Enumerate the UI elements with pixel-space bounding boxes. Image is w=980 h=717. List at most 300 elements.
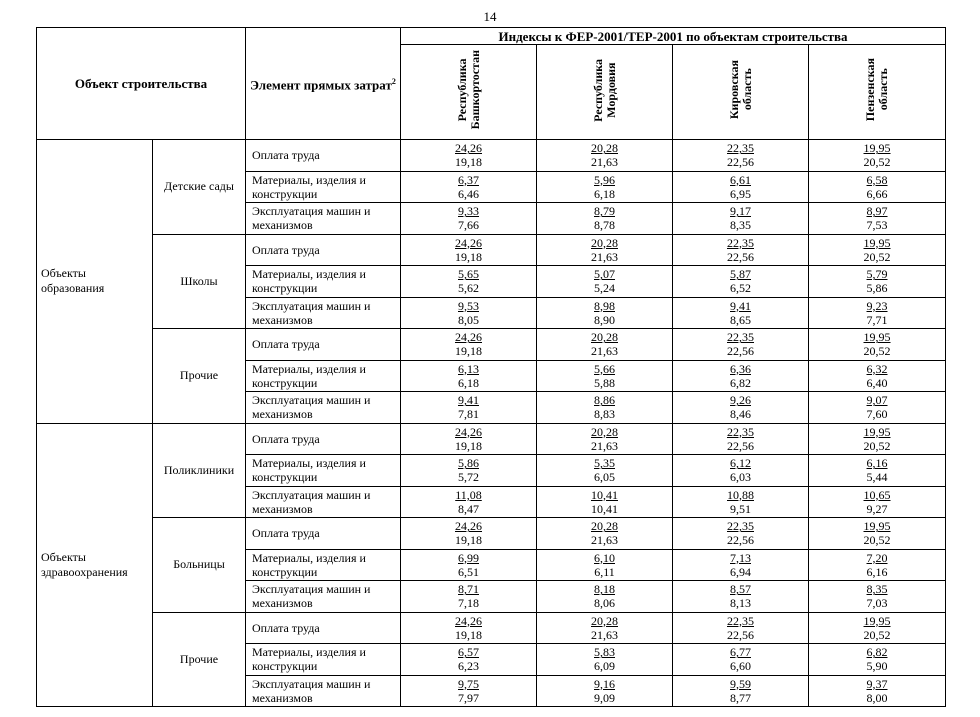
index-value-territorial: 5,86 (866, 281, 888, 296)
index-value-federal-text: 8,71 (458, 582, 479, 597)
index-value-federal-text: 5,87 (730, 267, 751, 282)
index-value-federal-text: 8,97 (866, 204, 888, 219)
index-value-territorial: 9,09 (594, 690, 615, 705)
index-value-cell (673, 549, 809, 581)
subcategory-cell: Прочие (153, 612, 246, 707)
table-row (37, 329, 946, 361)
cost-element-cell: Эксплуатация машин и механизмов (246, 392, 401, 424)
index-value-federal (401, 141, 536, 155)
index-value-federal (401, 236, 536, 250)
index-value-cell (401, 675, 537, 707)
region-label: Республика Мордовия (590, 58, 618, 122)
index-value-territorial: 7,03 (866, 596, 888, 611)
index-value-cell (537, 234, 673, 266)
index-value-federal-text: 10,65 (863, 487, 891, 502)
index-value-federal (537, 551, 672, 565)
index-value-federal-text: 20,28 (591, 424, 618, 439)
index-value-territorial: 7,60 (866, 407, 888, 422)
subcategory-cell: Поликлиники (153, 423, 246, 518)
index-value-federal-text: 11,08 (455, 487, 482, 502)
index-value-cell (809, 612, 946, 644)
index-value-federal-text: 6,58 (866, 172, 888, 187)
index-value-territorial: 19,18 (455, 438, 482, 453)
index-value-federal-text: 9,53 (458, 298, 479, 313)
index-value-federal-text: 8,18 (594, 582, 615, 597)
index-value-federal (401, 456, 536, 470)
index-value-federal (673, 488, 808, 502)
index-value-federal-text: 20,28 (591, 613, 618, 628)
index-value-cell (809, 203, 946, 235)
index-value-cell (537, 644, 673, 676)
index-value-federal-text: 6,61 (730, 172, 751, 187)
index-value-federal-text: 6,12 (730, 456, 751, 471)
index-value-territorial: 19,18 (455, 344, 482, 359)
index-value-federal (809, 299, 945, 313)
index-value-federal-text: 6,32 (866, 361, 888, 376)
index-value-federal (401, 362, 536, 376)
index-value-territorial: 5,72 (458, 470, 479, 485)
index-value-cell (401, 203, 537, 235)
index-value-federal-text: 20,28 (591, 235, 618, 250)
index-value-territorial: 22,56 (727, 249, 754, 264)
index-value-federal (809, 519, 945, 533)
index-value-federal (537, 582, 672, 596)
index-value-federal (673, 425, 808, 439)
index-value-cell (673, 581, 809, 613)
index-value-federal-text: 6,37 (458, 172, 479, 187)
table-row (37, 518, 946, 550)
index-value-territorial: 7,97 (458, 690, 479, 705)
index-value-territorial: 6,46 (458, 186, 479, 201)
index-value-federal (809, 645, 945, 659)
index-value-federal-text: 20,28 (591, 330, 618, 345)
index-value-federal-text: 5,86 (458, 456, 479, 471)
index-value-federal-text: 6,82 (866, 645, 888, 660)
index-value-cell (809, 234, 946, 266)
index-value-cell (673, 329, 809, 361)
index-value-federal (401, 330, 536, 344)
index-value-cell (673, 234, 809, 266)
index-value-federal (809, 362, 945, 376)
index-value-federal-text: 10,41 (591, 487, 618, 502)
index-value-federal (809, 393, 945, 407)
index-value-federal (537, 393, 672, 407)
index-value-cell (401, 266, 537, 298)
header-region-penza (809, 45, 946, 140)
index-value-territorial: 6,18 (594, 186, 615, 201)
index-value-cell (673, 423, 809, 455)
index-value-federal (537, 677, 672, 691)
index-value-territorial: 5,90 (866, 659, 888, 674)
index-value-federal-text: 9,23 (866, 298, 888, 313)
index-value-federal-text: 7,13 (730, 550, 751, 565)
index-value-federal-text: 19,95 (863, 141, 891, 156)
header-region-mordovia (537, 45, 673, 140)
index-value-federal-text: 9,16 (594, 676, 615, 691)
index-value-cell (537, 549, 673, 581)
index-value-territorial: 6,51 (458, 564, 479, 579)
cost-element-cell: Эксплуатация машин и механизмов (246, 486, 401, 518)
index-value-federal (673, 362, 808, 376)
index-value-cell (537, 297, 673, 329)
index-value-cell (673, 518, 809, 550)
region-label: Кировская область (726, 60, 754, 120)
cost-element-cell: Материалы, изделия и конструкции (246, 171, 401, 203)
index-value-federal-text: 19,95 (863, 424, 891, 439)
index-value-cell (401, 549, 537, 581)
index-value-cell (809, 392, 946, 424)
indices-table (36, 27, 946, 707)
index-value-federal (401, 299, 536, 313)
index-value-territorial: 7,71 (866, 312, 888, 327)
index-value-territorial: 8,00 (866, 690, 888, 705)
index-value-federal (809, 141, 945, 155)
cost-element-cell: Эксплуатация машин и механизмов (246, 675, 401, 707)
cost-element-cell: Материалы, изделия и конструкции (246, 549, 401, 581)
index-value-territorial: 5,88 (594, 375, 615, 390)
index-value-territorial: 22,56 (727, 627, 754, 642)
index-value-territorial: 19,18 (455, 533, 482, 548)
index-value-federal-text: 19,95 (863, 519, 891, 534)
index-value-federal-text: 19,95 (863, 235, 891, 250)
index-value-cell (537, 675, 673, 707)
index-value-federal (537, 330, 672, 344)
index-value-federal-text: 9,37 (866, 676, 888, 691)
index-value-federal-text: 9,17 (730, 204, 751, 219)
index-value-territorial: 22,56 (727, 438, 754, 453)
index-value-cell (537, 266, 673, 298)
index-value-territorial: 8,78 (594, 218, 615, 233)
index-value-federal (401, 551, 536, 565)
table-row (37, 234, 946, 266)
index-value-federal-text: 8,79 (594, 204, 615, 219)
index-value-federal (809, 677, 945, 691)
index-value-federal (401, 519, 536, 533)
index-value-cell (401, 297, 537, 329)
index-value-cell (809, 455, 946, 487)
index-value-federal-text: 24,26 (455, 613, 482, 628)
index-value-territorial: 21,63 (591, 344, 618, 359)
index-value-territorial: 7,53 (866, 218, 888, 233)
index-value-federal (673, 173, 808, 187)
index-value-cell (401, 486, 537, 518)
index-value-federal (537, 141, 672, 155)
index-value-federal (673, 330, 808, 344)
index-value-territorial: 6,60 (730, 659, 751, 674)
index-value-federal-text: 22,35 (727, 519, 754, 534)
index-value-cell (401, 360, 537, 392)
index-value-federal (401, 393, 536, 407)
index-value-cell (809, 329, 946, 361)
index-value-cell (401, 171, 537, 203)
index-value-territorial: 6,52 (730, 281, 751, 296)
index-value-federal-text: 8,57 (730, 582, 751, 597)
index-value-federal (809, 267, 945, 281)
index-value-federal-text: 6,16 (866, 456, 888, 471)
index-value-cell (537, 360, 673, 392)
index-value-federal (809, 488, 945, 502)
index-value-territorial: 5,44 (866, 470, 888, 485)
index-value-federal (537, 456, 672, 470)
index-value-territorial: 10,41 (591, 501, 618, 516)
index-value-federal (537, 645, 672, 659)
table-row (37, 612, 946, 644)
cost-element-cell: Оплата труда (246, 612, 401, 644)
cost-element-cell: Оплата труда (246, 329, 401, 361)
index-value-federal (401, 614, 536, 628)
index-value-cell (673, 486, 809, 518)
table-body (37, 140, 946, 707)
index-value-territorial: 8,90 (594, 312, 615, 327)
index-value-federal (673, 267, 808, 281)
index-value-cell (537, 581, 673, 613)
cost-element-cell: Эксплуатация машин и механизмов (246, 297, 401, 329)
index-value-federal-text: 9,75 (458, 676, 479, 691)
index-value-cell (673, 297, 809, 329)
index-value-federal-text: 5,35 (594, 456, 615, 471)
index-value-cell (537, 423, 673, 455)
index-value-federal-text: 10,88 (727, 487, 754, 502)
index-value-territorial: 21,63 (591, 249, 618, 264)
index-value-federal-text: 20,28 (591, 141, 618, 156)
subcategory-cell: Больницы (153, 518, 246, 613)
index-value-federal-text: 19,95 (863, 330, 891, 345)
cost-element-cell: Оплата труда (246, 234, 401, 266)
header-region-kirov (673, 45, 809, 140)
header-object: Объект строительства (37, 28, 246, 140)
index-value-federal-text: 22,35 (727, 235, 754, 250)
index-value-cell (537, 612, 673, 644)
index-value-federal-text: 5,66 (594, 361, 615, 376)
index-value-cell (537, 203, 673, 235)
index-value-cell (537, 455, 673, 487)
index-value-federal (537, 204, 672, 218)
index-value-territorial: 8,35 (730, 218, 751, 233)
subcategory-cell: Школы (153, 234, 246, 329)
index-value-federal (537, 614, 672, 628)
index-value-federal (809, 582, 945, 596)
subcategory-cell: Детские сады (153, 140, 246, 235)
header-indices-title: Индексы к ФЕР-2001/ТЕР-2001 по объектам строительства (401, 28, 946, 45)
index-value-territorial: 20,52 (863, 627, 891, 642)
index-value-federal (401, 582, 536, 596)
index-value-federal (809, 236, 945, 250)
index-value-cell (673, 360, 809, 392)
index-value-cell (809, 171, 946, 203)
index-value-cell (673, 675, 809, 707)
index-value-federal-text: 9,41 (458, 393, 479, 408)
index-value-federal (537, 299, 672, 313)
index-value-federal-text: 20,28 (591, 519, 618, 534)
index-value-federal-text: 24,26 (455, 424, 482, 439)
index-value-federal (673, 236, 808, 250)
header-element-sup: 2 (391, 76, 396, 86)
index-value-federal (673, 299, 808, 313)
index-value-federal-text: 9,33 (458, 204, 479, 219)
index-value-federal-text: 24,26 (455, 141, 482, 156)
index-value-territorial: 21,63 (591, 155, 618, 170)
index-value-territorial: 6,05 (594, 470, 615, 485)
index-value-territorial: 8,83 (594, 407, 615, 422)
index-value-territorial: 8,05 (458, 312, 479, 327)
index-value-federal (537, 362, 672, 376)
header-element-text: Элемент прямых затрат (250, 77, 392, 93)
index-value-federal (537, 425, 672, 439)
index-value-territorial: 7,66 (458, 218, 479, 233)
index-value-federal (537, 173, 672, 187)
index-value-federal (401, 204, 536, 218)
index-value-cell (401, 581, 537, 613)
index-value-territorial: 6,11 (594, 564, 615, 579)
index-value-federal-text: 7,20 (866, 550, 888, 565)
index-value-federal (401, 645, 536, 659)
cost-element-cell: Оплата труда (246, 518, 401, 550)
index-value-territorial: 6,94 (730, 564, 751, 579)
index-value-federal (537, 267, 672, 281)
index-value-federal-text: 5,65 (458, 267, 479, 282)
index-value-federal (673, 519, 808, 533)
index-value-cell (537, 392, 673, 424)
header-region-bashkortostan (401, 45, 537, 140)
index-value-cell (809, 297, 946, 329)
index-value-territorial: 8,77 (730, 690, 751, 705)
index-value-federal-text: 24,26 (455, 235, 482, 250)
cost-element-cell: Материалы, изделия и конструкции (246, 266, 401, 298)
index-value-cell (401, 234, 537, 266)
page-number: 14 (483, 9, 497, 24)
index-value-federal-text: 24,26 (455, 519, 482, 534)
index-value-territorial: 6,23 (458, 659, 479, 674)
index-value-territorial: 22,56 (727, 155, 754, 170)
index-value-cell (537, 171, 673, 203)
index-value-federal-text: 22,35 (727, 141, 754, 156)
index-value-federal (673, 393, 808, 407)
region-label: Республика Башкортостан (454, 50, 482, 130)
index-value-territorial: 20,52 (863, 249, 891, 264)
index-value-federal (673, 677, 808, 691)
cost-element-cell: Материалы, изделия и конструкции (246, 644, 401, 676)
index-value-cell (537, 140, 673, 172)
index-value-federal-text: 8,86 (594, 393, 615, 408)
cost-element-cell: Материалы, изделия и конструкции (246, 360, 401, 392)
index-value-federal (673, 141, 808, 155)
index-value-federal-text: 5,79 (866, 267, 888, 282)
index-value-federal (809, 204, 945, 218)
index-value-cell (809, 518, 946, 550)
index-value-federal (401, 267, 536, 281)
index-value-territorial: 8,46 (730, 407, 751, 422)
index-value-federal-text: 19,95 (863, 613, 891, 628)
index-value-cell (537, 518, 673, 550)
region-label: Пензенская область (863, 58, 891, 122)
index-value-territorial: 8,06 (594, 596, 615, 611)
index-value-federal-text: 6,13 (458, 361, 479, 376)
index-value-federal-text: 24,26 (455, 330, 482, 345)
index-value-federal (809, 614, 945, 628)
index-value-federal (673, 456, 808, 470)
index-value-cell (401, 329, 537, 361)
index-value-territorial: 6,66 (866, 186, 888, 201)
index-value-territorial: 5,62 (458, 281, 479, 296)
index-value-cell (809, 140, 946, 172)
index-value-cell (673, 266, 809, 298)
index-value-federal (809, 456, 945, 470)
index-value-cell (809, 360, 946, 392)
index-value-federal (809, 173, 945, 187)
index-value-cell (537, 486, 673, 518)
index-value-territorial: 6,03 (730, 470, 751, 485)
index-value-cell (401, 392, 537, 424)
index-value-cell (809, 549, 946, 581)
index-value-federal-text: 9,07 (866, 393, 888, 408)
index-value-cell (809, 486, 946, 518)
index-value-territorial: 20,52 (863, 438, 891, 453)
index-value-federal (401, 488, 536, 502)
index-value-federal (673, 204, 808, 218)
index-value-federal (673, 614, 808, 628)
index-value-federal-text: 22,35 (727, 330, 754, 345)
index-value-federal (809, 551, 945, 565)
index-value-federal (401, 677, 536, 691)
index-value-federal-text: 9,26 (730, 393, 751, 408)
index-value-federal (537, 519, 672, 533)
index-value-territorial: 6,40 (866, 375, 888, 390)
index-value-territorial: 22,56 (727, 533, 754, 548)
index-value-federal-text: 6,77 (730, 645, 751, 660)
index-value-cell (537, 329, 673, 361)
index-value-federal-text: 22,35 (727, 424, 754, 439)
index-value-federal-text: 22,35 (727, 613, 754, 628)
index-value-territorial: 20,52 (863, 533, 891, 548)
table-row (37, 423, 946, 455)
index-value-federal (673, 582, 808, 596)
index-value-territorial: 7,18 (458, 596, 479, 611)
index-value-territorial: 19,18 (455, 249, 482, 264)
index-value-territorial: 9,51 (730, 501, 751, 516)
index-value-cell (401, 455, 537, 487)
index-value-federal (673, 645, 808, 659)
index-value-territorial: 5,24 (594, 281, 615, 296)
cost-element-cell: Оплата труда (246, 423, 401, 455)
index-value-federal (809, 330, 945, 344)
cost-element-cell: Материалы, изделия и конструкции (246, 455, 401, 487)
index-value-cell (401, 140, 537, 172)
category-cell: Объекты образования (37, 140, 153, 424)
index-value-federal-text: 9,59 (730, 676, 751, 691)
index-value-federal-text: 8,35 (866, 582, 888, 597)
index-value-territorial: 21,63 (591, 438, 618, 453)
index-value-cell (673, 644, 809, 676)
category-cell: Объекты здравоохранения (37, 423, 153, 707)
index-value-cell (673, 203, 809, 235)
index-value-territorial: 21,63 (591, 533, 618, 548)
cost-element-cell: Эксплуатация машин и механизмов (246, 581, 401, 613)
index-value-cell (401, 423, 537, 455)
index-value-territorial: 22,56 (727, 344, 754, 359)
index-value-cell (809, 581, 946, 613)
index-value-federal (809, 425, 945, 439)
index-value-cell (673, 171, 809, 203)
index-value-territorial: 20,52 (863, 344, 891, 359)
index-value-federal-text: 6,99 (458, 550, 479, 565)
index-value-territorial: 6,16 (866, 564, 888, 579)
cost-element-cell: Оплата труда (246, 140, 401, 172)
index-value-federal-text: 5,83 (594, 645, 615, 660)
index-value-federal (401, 173, 536, 187)
subcategory-cell: Прочие (153, 329, 246, 424)
index-value-territorial: 7,81 (458, 407, 479, 422)
index-value-territorial: 8,47 (458, 501, 479, 516)
